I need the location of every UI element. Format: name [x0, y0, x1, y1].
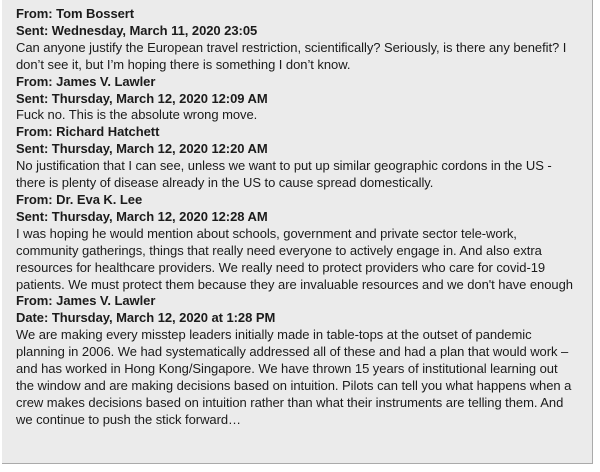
email-body-text: Can anyone justify the European travel restriction, scientifically? Seriously, is there any benefit? I don’t see it, but I’m hoping there is something I don’t know.	[16, 39, 570, 72]
email-message	[16, 192, 576, 293]
email-from-line: From: Tom Bossert	[16, 6, 135, 21]
email-thread-list	[2, 0, 592, 429]
email-thread-panel	[2, 0, 593, 464]
email-message	[16, 74, 576, 125]
email-sent-line: Sent: Wednesday, March 11, 2020 23:05	[16, 22, 258, 38]
email-message	[16, 124, 576, 192]
email-body-text: We are making every misstep leaders initially made in table-tops at the outset of pandemic planning in 2006. We had systematically addressed all of these and had a plan that would work – and has worked in Hong Kong/Singapore. We have thrown 15 years of institutional learning out the window and are making decisions based on intuition. Pilots can tell you what happens when a crew makes decisions based on intuition rather than what their instruments are telling them. And we continue to push the stick forward…	[16, 327, 575, 427]
email-message	[16, 6, 576, 74]
email-message	[16, 293, 576, 428]
email-from-line: From: James V. Lawler	[16, 73, 156, 89]
email-sent-line: Sent: Thursday, March 12, 2020 12:20 AM	[16, 141, 268, 157]
email-body-text: No justification that I can see, unless we want to put up similar geographic cordons in the US - there is plenty of disease already in the US to cause spread domestically.	[16, 158, 556, 191]
email-sent-line: Sent: Thursday, March 12, 2020 12:28 AM	[16, 208, 268, 224]
email-date-line: Date: Thursday, March 12, 2020 at 1:28 PM	[16, 310, 276, 326]
email-from-line: From: Dr. Eva K. Lee	[16, 191, 143, 207]
email-sent-line: Sent: Thursday, March 12, 2020 12:09 AM	[16, 90, 268, 106]
email-from-line: From: Richard Hatchett	[16, 124, 160, 140]
email-body-text: I was hoping he would mention about schools, government and private sector tele-work, community gatherings, things that really need everyone to actively engage in. And also extra resources for healthcare providers. We really need to protect providers who care for covid-19 patients. We must protect them because they are invaluable resources and we don't have enough	[16, 225, 573, 292]
email-from-line: From: James V. Lawler	[16, 293, 156, 309]
email-body-text: Fuck no. This is the absolute wrong move.	[16, 107, 258, 123]
